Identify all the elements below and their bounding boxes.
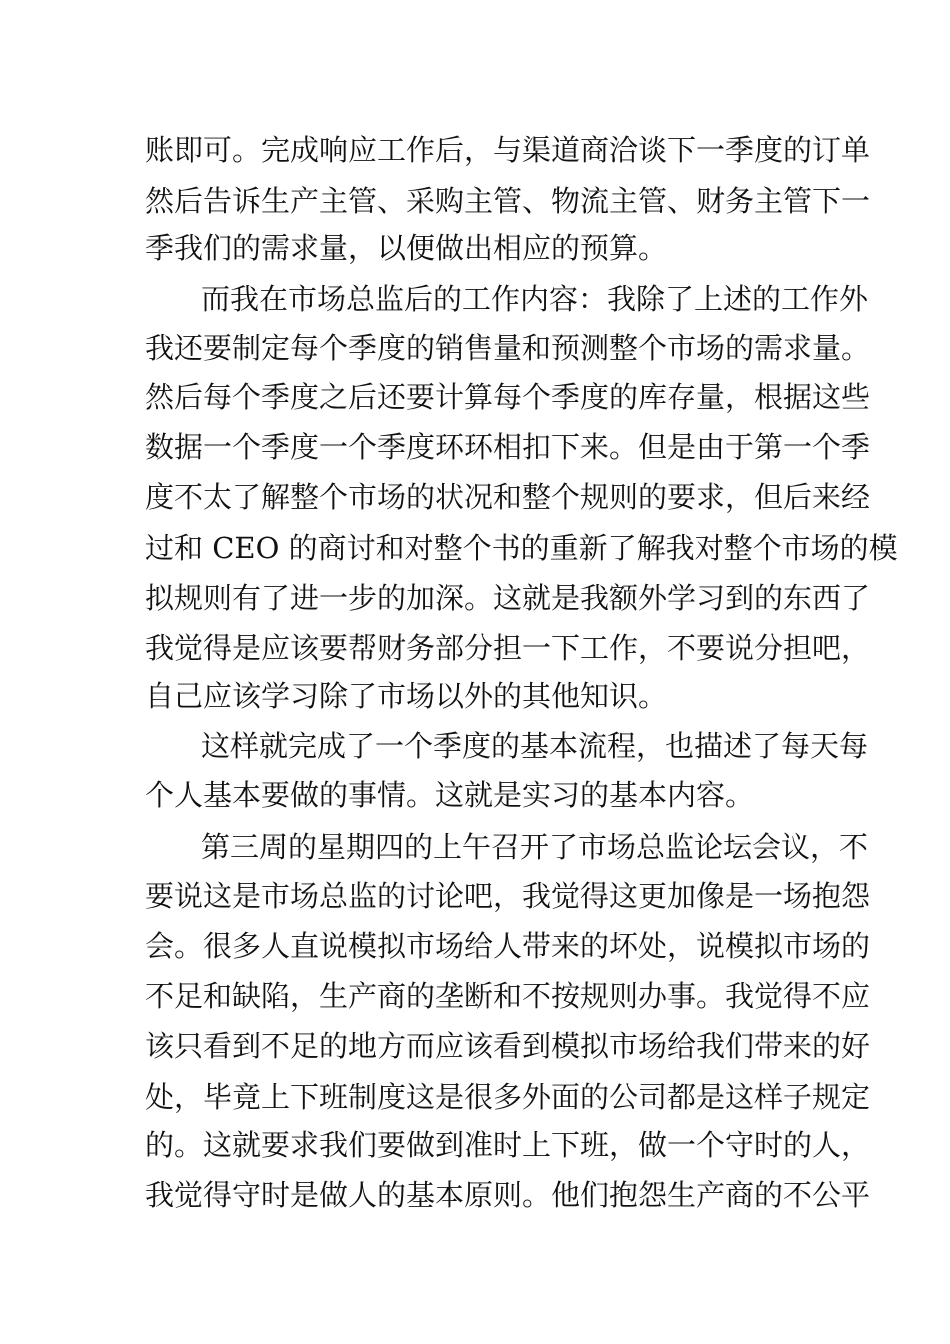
paragraph-start-line: 第三周的星期四的上午召开了市场总监论坛会议，不 [201, 830, 869, 864]
text-line: 该只看到不足的地方而应该看到模拟市场给我们带来的好 [145, 1029, 871, 1063]
paragraph-start-line: 而我在市场总监后的工作内容：我除了上述的工作外 [201, 282, 869, 316]
text-line: 的。这就要求我们要做到准时上下班，做一个守时的人， [145, 1128, 871, 1162]
text-line: 账即可。完成响应工作后，与渠道商洽谈下一季度的订单 [145, 133, 871, 167]
text-line: 个人基本要做的事情。这就是实习的基本内容。 [145, 778, 755, 812]
text-line: 会。很多人直说模拟市场给人带来的坏处，说模拟市场的 [145, 929, 871, 963]
text-line: 不足和缺陷，生产商的垄断和不按规则办事。我觉得不应 [145, 979, 871, 1013]
text-line: 度不太了解整个市场的状况和整个规则的要求，但后来经 [145, 480, 871, 514]
text-line: 要说这是市场总监的讨论吧，我觉得这更加像是一场抱怨 [145, 879, 871, 913]
text-line: 然后每个季度之后还要计算每个季度的库存量，根据这些 [145, 380, 871, 414]
text-line: 自己应该学习除了市场以外的其他知识。 [145, 679, 668, 713]
paragraph-start-line: 这样就完成了一个季度的基本流程，也描述了每天每 [201, 729, 869, 763]
text-line: 我觉得是应该要帮财务部分担一下工作，不要说分担吧， [145, 631, 871, 665]
text-line: 然后告诉生产主管、采购主管、物流主管、财务主管下一 [145, 184, 871, 218]
text-line: 季我们的需求量，以便做出相应的预算。 [145, 231, 668, 265]
text-line: 处，毕竟上下班制度这是很多外面的公司都是这样子规定 [145, 1080, 871, 1114]
text-line: 我觉得守时是做人的基本原则。他们抱怨生产商的不公平 [145, 1178, 871, 1212]
text-line: 拟规则有了进一步的加深。这就是我额外学习到的东西了 [145, 581, 871, 615]
text-line: 过和 CEO 的商讨和对整个书的重新了解我对整个市场的模 [145, 531, 898, 565]
text-line: 我还要制定每个季度的销售量和预测整个市场的需求量。 [145, 331, 871, 365]
text-line: 数据一个季度一个季度环环相扣下来。但是由于第一个季 [145, 430, 871, 464]
